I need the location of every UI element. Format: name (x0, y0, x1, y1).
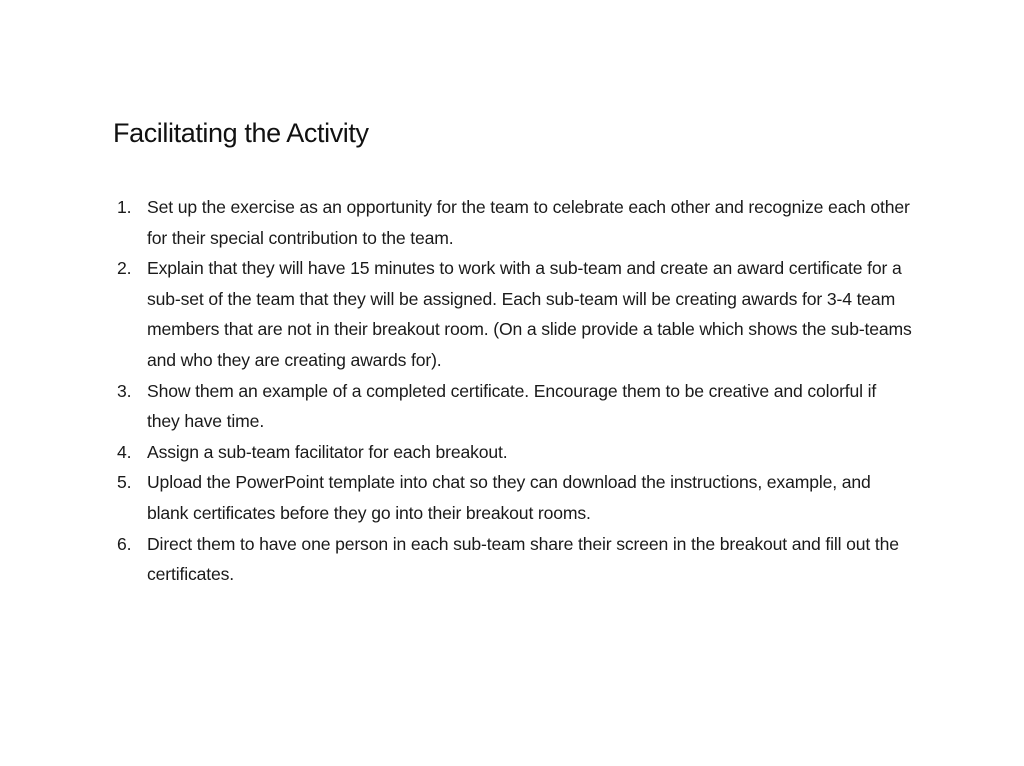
list-item (113, 467, 913, 528)
list-item (113, 376, 913, 437)
list-item-text: Show them an example of a completed certificate. Encourage them to be creative and colorful if they have time. (147, 380, 877, 432)
list-item-text: Direct them to have one person in each sub-team share their screen in the breakout and fill out the certificates. (147, 533, 899, 585)
list-item-number: 5. (117, 472, 132, 493)
list-item-number: 3. (117, 380, 132, 401)
list-item-number: 2. (117, 258, 132, 279)
list-item-number: 4. (117, 441, 132, 462)
list-item-number: 6. (117, 533, 132, 554)
list-item-text: Assign a sub-team facilitator for each breakout. (147, 441, 508, 462)
list-item-text: Upload the PowerPoint template into chat so they can download the instructions, example, and blank certificates before they go into their breakout rooms. (147, 472, 871, 523)
list-item-number: 1. (117, 197, 132, 217)
list-item (113, 192, 913, 253)
list-item-text: Explain that they will have 15 minutes to work with a sub-team and create an award certificate for a sub-set of the team that they will be assigned. Each sub-team will be creating awards for 3-4 team members that are not in their breakout room. (On a slide provide a table which shows the sub-teams and who they are creating awards for). (147, 258, 912, 370)
list-item (113, 529, 913, 590)
list-item (113, 253, 913, 375)
list-item (113, 437, 913, 468)
list-item-text: Set up the exercise as an opportunity for the team to celebrate each other and recognize each other for their special contribution to the team. (147, 197, 910, 248)
steps-list (113, 192, 913, 590)
page-title: Facilitating the Activity (113, 118, 369, 148)
